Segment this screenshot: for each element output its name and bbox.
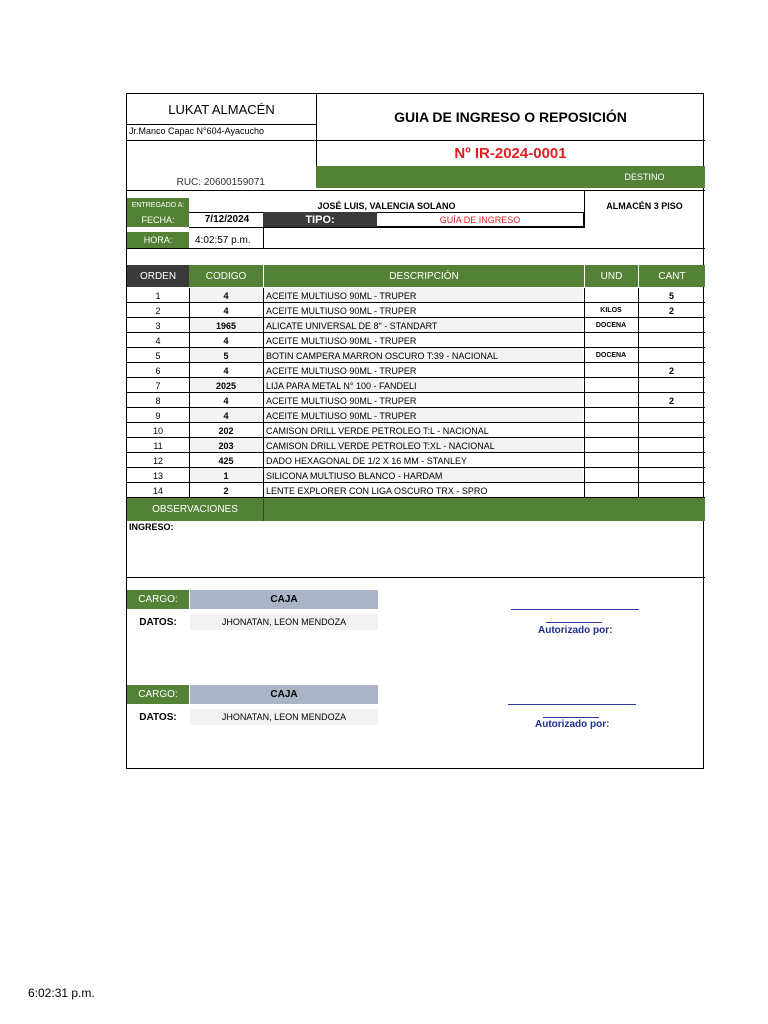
table-row xyxy=(127,408,705,423)
cargo-label-1: CARGO: xyxy=(127,590,189,609)
cell-cant xyxy=(638,453,705,468)
fecha-value: 7/12/2024 xyxy=(204,214,250,225)
cell-codigo: 4 xyxy=(223,395,229,406)
cell-descripcion: ACEITE MULTIUSO 90ML - TRUPER xyxy=(266,335,417,346)
cell-descripcion: CAMISON DRILL VERDE PETROLEO T:XL - NACIONAL xyxy=(264,438,583,453)
header-green-band xyxy=(316,166,584,188)
cell-und xyxy=(584,423,638,438)
cell-und: KILOS xyxy=(600,307,622,314)
cell-cant xyxy=(638,483,705,498)
table-row xyxy=(127,363,705,378)
cell-descripcion: BOTIN CAMPERA MARRON OSCURO T:39 - NACIONAL xyxy=(264,348,583,363)
footer-timestamp: 6:02:31 p.m. xyxy=(28,986,95,1000)
entregado-label: ENTREGADO A: xyxy=(127,198,189,213)
cell-und xyxy=(584,333,638,348)
cell-und xyxy=(584,453,638,468)
cell-und xyxy=(584,378,638,393)
column-header-und: UND xyxy=(584,265,638,287)
column-header-orden: ORDEN xyxy=(127,265,189,287)
cell-descripcion: ACEITE MULTIUSO 90ML - TRUPER xyxy=(264,288,583,303)
cell-codigo: 4 xyxy=(223,305,229,316)
cell-codigo: 202 xyxy=(218,425,234,436)
cell-cant: 2 xyxy=(668,395,674,406)
column-header-cant: CANT xyxy=(638,265,705,287)
cell-orden: 4 xyxy=(155,335,161,346)
fecha-label: FECHA: xyxy=(127,212,189,227)
column-header-descripcion: DESCRIPCIÓN xyxy=(263,265,584,287)
tipo-label: TIPO: xyxy=(263,212,377,227)
cell-cant: 5 xyxy=(668,290,674,301)
cell-cant xyxy=(638,468,705,483)
cell-descripcion: ALICATE UNIVERSAL DE 8" - STANDART xyxy=(264,318,583,333)
cell-cant xyxy=(638,333,705,348)
cell-orden: 12 xyxy=(152,455,163,466)
cell-cant xyxy=(638,348,705,363)
cell-cant: 2 xyxy=(668,305,674,316)
entregado-name: JOSÉ LUIS, VALENCIA SOLANO xyxy=(317,200,456,211)
destino-label: DESTINO xyxy=(584,166,705,188)
cell-codigo: 203 xyxy=(189,438,263,453)
cell-descripcion: ACEITE MULTIUSO 90ML - TRUPER xyxy=(266,365,417,376)
cell-codigo: 2 xyxy=(223,485,229,496)
table-header xyxy=(127,265,705,287)
datos-label-2: DATOS: xyxy=(139,711,177,723)
cell-und xyxy=(584,363,638,378)
cell-orden: 1 xyxy=(155,290,161,301)
cell-codigo: 4 xyxy=(223,335,229,346)
document-title: GUIA DE INGRESO O REPOSICIÓN xyxy=(394,109,627,125)
table-row xyxy=(127,333,705,348)
cell-codigo: 1965 xyxy=(189,318,263,333)
cell-codigo: 1 xyxy=(189,468,263,483)
cell-und xyxy=(584,408,638,423)
cell-cant: 2 xyxy=(668,365,674,376)
ruc-text: RUC: 20600159071 xyxy=(176,176,265,188)
cell-und xyxy=(584,468,638,483)
cell-orden: 3 xyxy=(155,320,161,331)
cell-descripcion: ACEITE MULTIUSO 90ML - TRUPER xyxy=(264,408,583,423)
table-row xyxy=(127,393,705,408)
signature-line-1 xyxy=(511,609,639,610)
company-address: Jr.Manco Capac N°604-Ayacucho xyxy=(129,126,265,136)
cargo-value-1: CAJA xyxy=(190,590,378,609)
tipo-value: GUÍA DE INGRESO xyxy=(377,212,584,227)
guia-document xyxy=(126,93,704,769)
cell-und xyxy=(584,393,638,408)
cell-cant xyxy=(638,378,705,393)
hora-value: 4:02:57 p.m. xyxy=(195,234,251,246)
cell-orden: 5 xyxy=(155,350,161,361)
cell-codigo: 4 xyxy=(189,408,263,423)
cell-und xyxy=(584,483,638,498)
cell-descripcion: ACEITE MULTIUSO 90ML - TRUPER xyxy=(266,395,417,406)
hora-label: HORA: xyxy=(127,232,189,248)
cell-descripcion: SILICONA MULTIUSO BLANCO - HARDAM xyxy=(264,468,583,483)
cell-orden: 8 xyxy=(155,395,161,406)
table-row xyxy=(127,378,705,393)
cell-cant xyxy=(638,318,705,333)
table-row xyxy=(127,348,705,363)
cell-orden: 14 xyxy=(152,485,163,496)
authorized-label-1: Autorizado por: xyxy=(538,625,613,636)
cell-descripcion: LENTE EXPLORER CON LIGA OSCURO TRX - SPRO xyxy=(266,485,488,496)
table-row xyxy=(127,468,705,483)
cell-codigo: 4 xyxy=(189,288,263,303)
table-row xyxy=(127,303,705,318)
cell-und: DOCENA xyxy=(595,352,627,359)
cell-codigo: 5 xyxy=(189,348,263,363)
cell-descripcion: CAMISON DRILL VERDE PETROLEO T:L - NACIONAL xyxy=(266,425,489,436)
cell-und: DOCENA xyxy=(595,322,627,329)
company-name: LUKAT ALMACÉN xyxy=(168,101,275,117)
cell-cant xyxy=(638,438,705,453)
table-row xyxy=(127,288,705,303)
cell-orden: 10 xyxy=(152,425,163,436)
cell-und xyxy=(584,438,638,453)
cell-descripcion: DADO HEXAGONAL DE 1/2 X 16 MM - STANLEY xyxy=(266,455,468,466)
table-row xyxy=(127,483,705,498)
datos-value-2: JHONATAN, LEON MENDOZA xyxy=(190,709,378,725)
observaciones-bar xyxy=(127,498,705,521)
cell-codigo: 2025 xyxy=(189,378,263,393)
cell-orden: 2 xyxy=(155,305,161,316)
cell-cant xyxy=(638,408,705,423)
cell-cant xyxy=(638,423,705,438)
table-row xyxy=(127,318,705,333)
signature-line-2 xyxy=(508,704,636,705)
cell-descripcion: ACEITE MULTIUSO 90ML - TRUPER xyxy=(266,305,417,316)
authorized-label-2: Autorizado por: xyxy=(535,719,610,730)
cell-und xyxy=(584,288,638,303)
datos-value-1: JHONATAN, LEON MENDOZA xyxy=(190,614,378,630)
datos-label-1: DATOS: xyxy=(139,616,177,628)
cell-orden: 11 xyxy=(153,440,163,451)
cell-codigo: 425 xyxy=(218,455,234,466)
cell-descripcion: LIJA PARA METAL N° 100 - FANDELI xyxy=(264,378,583,393)
cell-orden: 13 xyxy=(152,470,163,481)
cargo-label-2: CARGO: xyxy=(127,685,189,704)
table-row xyxy=(127,438,705,453)
cargo-value-2: CAJA xyxy=(190,685,378,704)
document-number: Nº IR-2024-0001 xyxy=(454,144,567,162)
ingreso-label: INGRESO: xyxy=(129,522,174,532)
signature-underline-1 xyxy=(546,622,602,623)
cell-orden: 7 xyxy=(155,380,161,391)
table-row xyxy=(127,453,705,468)
column-header-codigo: CODIGO xyxy=(189,265,263,287)
signature-underline-2 xyxy=(543,717,599,718)
observaciones-label: OBSERVACIONES xyxy=(152,504,238,515)
destino-value: ALMACÉN 3 PISO xyxy=(606,200,683,211)
cell-orden: 6 xyxy=(155,365,161,376)
cell-codigo: 4 xyxy=(223,365,229,376)
table-row xyxy=(127,423,705,438)
cell-orden: 9 xyxy=(155,410,161,421)
